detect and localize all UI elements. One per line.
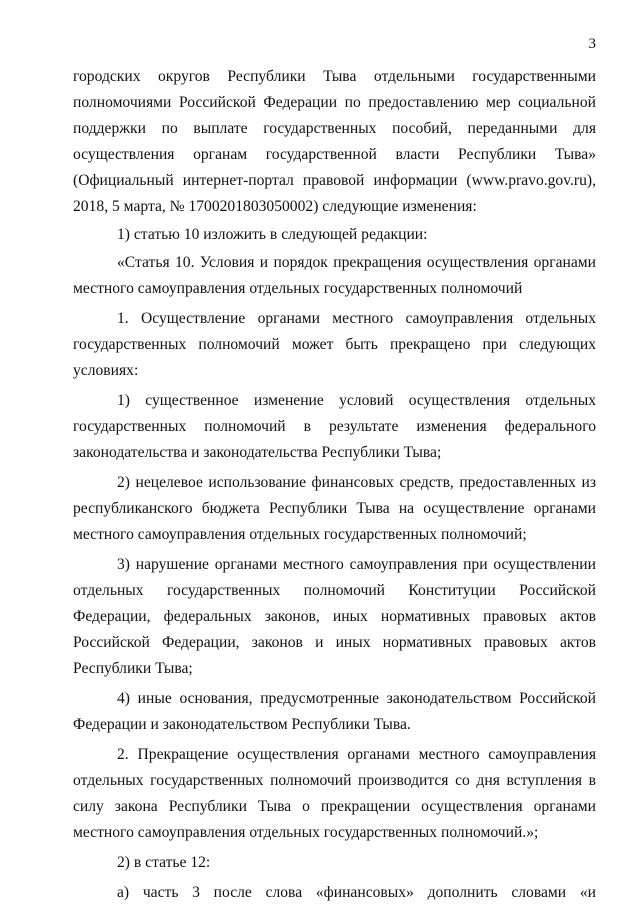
paragraph-condition-3: 3) нарушение органами местного самоуправления при осуществлении отдельных государственных полномочий Конституции Российской Федерации, федеральных законов, иных нормативных правовых актов Российской Федерации, законов и иных нормативных правовых актов Республики Тыва; bbox=[73, 556, 596, 677]
paragraph-item-1-statement: 1) статью 10 изложить в следующей редакции: bbox=[117, 226, 428, 243]
paragraph-condition-1: 1) существенное изменение условий осуществления отдельных государственных полномочий в результате изменения федерального законодательства и законодательства Республики Тыва; bbox=[73, 392, 596, 461]
paragraph-article-10-title: «Статья 10. Условия и порядок прекращения осуществления органами местного самоуправления отдельных государственных полномочий bbox=[73, 254, 596, 297]
paragraph-condition-4: 4) иные основания, предусмотренные законодательством Российской Федерации и законодательством Республики Тыва. bbox=[73, 690, 596, 733]
paragraph-article-10-part-1: 1. Осуществление органами местного самоуправления отдельных государственных полномочий может быть прекращено при следующих условиях: bbox=[73, 310, 596, 379]
paragraph-article-10-part-2: 2. Прекращение осуществления органами местного самоуправления отдельных государственных полномочий производится со дня вступления в силу закона Республики Тыва о прекращении осуществления органами местного самоуправления отдельных государственных полномочий.»; bbox=[73, 746, 596, 841]
paragraph-subitem-a: а) часть 3 после слова «финансовых» дополнить словами «и bbox=[117, 884, 596, 901]
paragraph-intro-continuation: городских округов Республики Тыва отдельными государственными полномочиями Российской Федерации по предоставлению мер социальной поддержки по выплате государственных пособий, переданными для осуществления органам государственной власти Республики Тыва» (Официальный интернет-портал правовой информации (www.pravo.gov.ru), 2018, 5 марта, № 1700201803050002) следующие изменения: bbox=[73, 68, 596, 215]
paragraph-condition-2: 2) нецелевое использование финансовых средств, предоставленных из республиканского бюджета Республики Тыва на осуществление органами местного самоуправления отдельных государственных полномочий; bbox=[73, 474, 596, 543]
page-number: 3 bbox=[588, 36, 596, 52]
paragraph-item-2-article-12: 2) в статье 12: bbox=[117, 854, 211, 871]
document-body bbox=[73, 64, 596, 906]
